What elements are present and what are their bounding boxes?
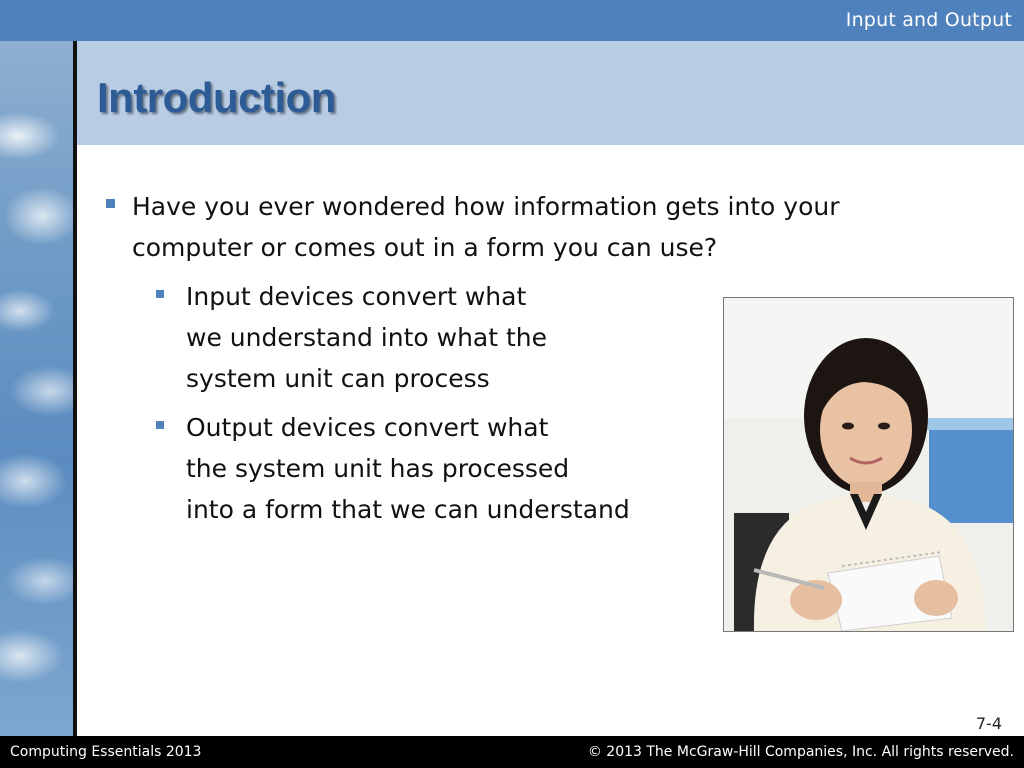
vertical-divider bbox=[73, 41, 77, 736]
bullet-text: Have you ever wondered how information gets into your computer or comes out in a form you can use? bbox=[132, 192, 840, 262]
sub-bullet-line: system unit can process bbox=[186, 364, 490, 393]
header-bar bbox=[0, 0, 1024, 41]
footer-course-title: Computing Essentials 2013 bbox=[10, 744, 202, 760]
footer-copyright: © 2013 The McGraw-Hill Companies, Inc. All rights reserved. bbox=[587, 744, 1014, 760]
photo-illustration bbox=[724, 298, 1013, 631]
woman-with-notepad-photo bbox=[723, 297, 1014, 632]
sub-bullet-line: the system unit has processed bbox=[186, 454, 570, 483]
sub-bullet-line: into a form that we can understand bbox=[186, 495, 630, 524]
sub-bullet-line: Output devices convert what bbox=[186, 413, 549, 442]
sub-bullet-line: we understand into what the bbox=[186, 323, 548, 352]
slide-number: 7-4 bbox=[975, 714, 1002, 733]
sub-bullet-line: Input devices convert what bbox=[186, 282, 527, 311]
sub-bullet-text bbox=[186, 276, 726, 399]
square-bullet-icon bbox=[156, 290, 164, 298]
section-label: Input and Output bbox=[845, 9, 1012, 31]
square-bullet-icon bbox=[156, 421, 164, 429]
footer-bar bbox=[0, 736, 1024, 768]
square-bullet-icon bbox=[106, 199, 115, 208]
sky-background-strip bbox=[0, 41, 73, 736]
sub-bullet-text bbox=[186, 407, 726, 530]
slide-title: Introduction bbox=[97, 74, 336, 121]
